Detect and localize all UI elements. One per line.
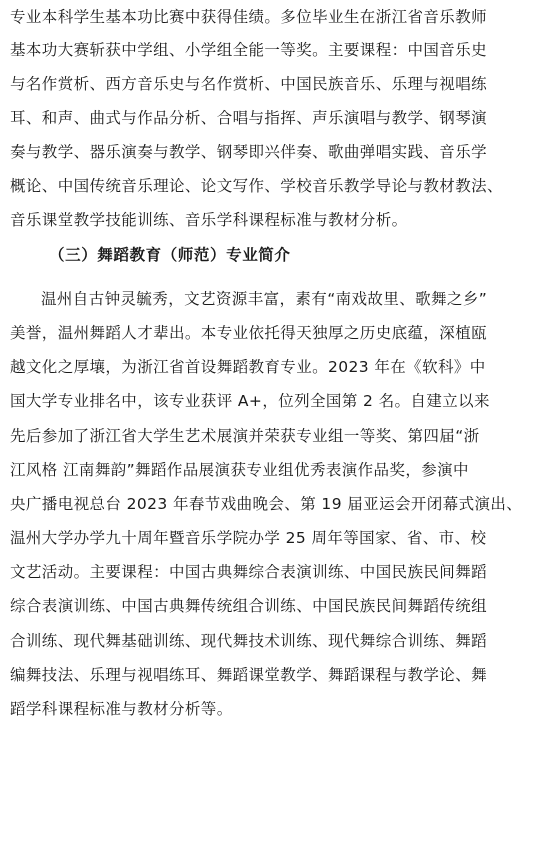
- paragraph-2-line: 先后参加了浙江省大学生艺术展演并荣获专业组一等奖、第四届“浙: [10, 427, 480, 445]
- paragraph-2-line: 江风格 江南舞韵”舞蹈作品展演获专业组优秀表演作品奖，参演中: [10, 461, 469, 479]
- paragraph-1-line: 音乐课堂教学技能训练、音乐学科课程标准与教材分析。: [10, 211, 408, 229]
- paragraph-2-line: 综合表演训练、中国古典舞传统组合训练、中国民族民间舞蹈传统组: [10, 597, 488, 615]
- paragraph-1-line: 专业本科学生基本功比赛中获得佳绩。多位毕业生在浙江省音乐教师: [10, 8, 488, 26]
- paragraph-1-line: 概论、中国传统音乐理论、论文写作、学校音乐教学导论与教材教法、: [10, 177, 503, 195]
- paragraph-2-line: 央广播电视总台 2023 年春节戏曲晚会、第 19 届亚运会开闭幕式演出、: [10, 495, 523, 513]
- paragraph-2-line: 温州大学办学九十周年暨音乐学院办学 25 周年等国家、省、市、校: [10, 529, 487, 547]
- paragraph-2-line: 文艺活动。主要课程：中国古典舞综合表演训练、中国民族民间舞蹈: [10, 563, 488, 581]
- paragraph-2-line: 越文化之厚壤，为浙江省首设舞蹈教育专业。2023 年在《软科》中: [10, 358, 486, 376]
- paragraph-2-line: 温州自古钟灵毓秀，文艺资源丰富，素有“南戏故里、歌舞之乡”: [41, 290, 488, 308]
- paragraph-1-line: 耳、和声、曲式与作品分析、合唱与指挥、声乐演唱与教学、钢琴演: [10, 109, 488, 127]
- paragraph-1-line: 奏与教学、器乐演奏与教学、钢琴即兴伴奏、歌曲弹唱实践、音乐学: [10, 143, 488, 161]
- paragraph-2-line: 蹈学科课程标准与教材分析等。: [10, 700, 233, 718]
- paragraph-2-line: 国大学专业排名中，该专业获评 A+，位列全国第 2 名。自建立以来: [10, 392, 490, 410]
- paragraph-2-line: 美誉，温州舞蹈人才辈出。本专业依托得天独厚之历史底蕴，深植瓯: [10, 324, 488, 342]
- paragraph-1-line: 与名作赏析、西方音乐史与名作赏析、中国民族音乐、乐理与视唱练: [10, 75, 488, 93]
- section-heading: （三）舞蹈教育（师范）专业简介: [49, 246, 291, 264]
- paragraph-2-line: 合训练、现代舞基础训练、现代舞技术训练、现代舞综合训练、舞蹈: [10, 632, 488, 650]
- paragraph-1-line: 基本功大赛斩获中学组、小学组全能一等奖。主要课程：中国音乐史: [10, 41, 488, 59]
- paragraph-2-line: 编舞技法、乐理与视唱练耳、舞蹈课堂教学、舞蹈课程与教学论、舞: [10, 666, 488, 684]
